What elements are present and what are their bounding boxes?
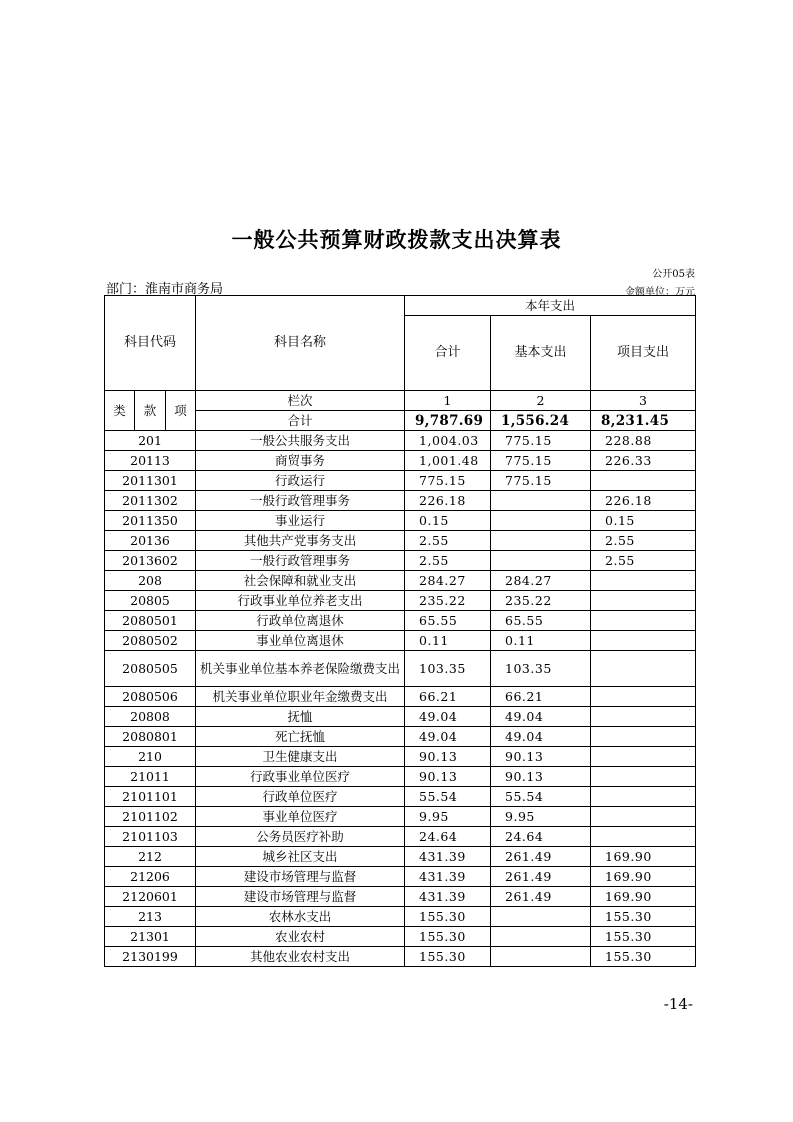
table-row — [105, 571, 696, 591]
row-total: 0.15 — [405, 511, 491, 531]
row-basic: 235.22 — [491, 591, 591, 611]
row-code: 2101101 — [105, 787, 196, 807]
header-row-seq: 栏次 — [196, 391, 405, 411]
table-row — [105, 947, 696, 967]
header-name: 科目名称 — [196, 296, 405, 391]
header-kuan: 款 — [135, 391, 166, 431]
table-row — [105, 531, 696, 551]
row-project: 2.55 — [591, 551, 696, 571]
row-basic — [491, 927, 591, 947]
table-row — [105, 631, 696, 651]
table-row — [105, 807, 696, 827]
row-project — [591, 651, 696, 687]
row-total: 2.55 — [405, 551, 491, 571]
row-total: 235.22 — [405, 591, 491, 611]
row-project — [591, 687, 696, 707]
row-name: 事业运行 — [196, 511, 405, 531]
row-project: 169.90 — [591, 867, 696, 887]
table-row — [105, 707, 696, 727]
table-row — [105, 847, 696, 867]
header-code: 科目代码 — [105, 296, 196, 391]
row-total: 9.95 — [405, 807, 491, 827]
row-code: 20808 — [105, 707, 196, 727]
row-total: 155.30 — [405, 947, 491, 967]
row-total: 65.55 — [405, 611, 491, 631]
row-name: 一般公共服务支出 — [196, 431, 405, 451]
row-name: 社会保障和就业支出 — [196, 571, 405, 591]
row-project — [591, 787, 696, 807]
total-label: 合计 — [196, 411, 405, 431]
row-code: 21301 — [105, 927, 196, 947]
row-total: 49.04 — [405, 727, 491, 747]
row-code: 2011302 — [105, 491, 196, 511]
row-project — [591, 631, 696, 651]
row-project: 2.55 — [591, 531, 696, 551]
row-total: 90.13 — [405, 747, 491, 767]
table-row — [105, 491, 696, 511]
row-code: 2101103 — [105, 827, 196, 847]
expenditure-table — [104, 295, 696, 967]
row-code: 2130199 — [105, 947, 196, 967]
table-row — [105, 591, 696, 611]
row-code: 2080801 — [105, 727, 196, 747]
row-project — [591, 611, 696, 631]
row-name: 死亡抚恤 — [196, 727, 405, 747]
row-name: 一般行政管理事务 — [196, 551, 405, 571]
row-total: 431.39 — [405, 867, 491, 887]
row-name: 建设市场管理与监督 — [196, 887, 405, 907]
table-row — [105, 867, 696, 887]
row-basic: 90.13 — [491, 767, 591, 787]
table-row — [105, 727, 696, 747]
header-col-total: 合计 — [405, 316, 491, 391]
row-total: 431.39 — [405, 887, 491, 907]
row-total: 284.27 — [405, 571, 491, 591]
row-name: 建设市场管理与监督 — [196, 867, 405, 887]
row-total: 1,004.03 — [405, 431, 491, 451]
row-name: 抚恤 — [196, 707, 405, 727]
row-code: 21206 — [105, 867, 196, 887]
row-name: 事业单位医疗 — [196, 807, 405, 827]
row-code: 201 — [105, 431, 196, 451]
row-basic — [491, 491, 591, 511]
row-basic — [491, 531, 591, 551]
row-basic — [491, 947, 591, 967]
row-project: 169.90 — [591, 887, 696, 907]
row-project: 155.30 — [591, 927, 696, 947]
total-basic: 1,556.24 — [491, 411, 591, 431]
row-project — [591, 767, 696, 787]
table-row — [105, 651, 696, 687]
table-row — [105, 451, 696, 471]
row-code: 2101102 — [105, 807, 196, 827]
row-basic: 775.15 — [491, 451, 591, 471]
row-basic: 65.55 — [491, 611, 591, 631]
row-code: 210 — [105, 747, 196, 767]
row-code: 208 — [105, 571, 196, 591]
row-code: 20805 — [105, 591, 196, 611]
row-project: 155.30 — [591, 947, 696, 967]
row-project: 226.33 — [591, 451, 696, 471]
row-code: 2080502 — [105, 631, 196, 651]
row-project: 228.88 — [591, 431, 696, 451]
row-name: 农林水支出 — [196, 907, 405, 927]
row-code: 2011301 — [105, 471, 196, 491]
table-row — [105, 431, 696, 451]
total-project: 8,231.45 — [591, 411, 696, 431]
row-project — [591, 807, 696, 827]
row-name: 行政事业单位医疗 — [196, 767, 405, 787]
row-basic: 775.15 — [491, 471, 591, 491]
row-basic: 90.13 — [491, 747, 591, 767]
row-basic: 0.11 — [491, 631, 591, 651]
row-basic — [491, 907, 591, 927]
page-title: 一般公共预算财政拨款支出决算表 — [231, 228, 562, 252]
row-code: 2011350 — [105, 511, 196, 531]
row-name: 机关事业单位基本养老保险缴费支出 — [196, 651, 405, 687]
row-name: 事业单位离退休 — [196, 631, 405, 651]
table-row — [105, 767, 696, 787]
row-basic: 103.35 — [491, 651, 591, 687]
row-name: 农业农村 — [196, 927, 405, 947]
row-total: 66.21 — [405, 687, 491, 707]
row-name: 机关事业单位职业年金缴费支出 — [196, 687, 405, 707]
table-row — [105, 907, 696, 927]
row-code: 20136 — [105, 531, 196, 551]
row-total: 155.30 — [405, 927, 491, 947]
row-project — [591, 571, 696, 591]
row-project: 155.30 — [591, 907, 696, 927]
header-current-year: 本年支出 — [405, 296, 696, 316]
row-basic: 24.64 — [491, 827, 591, 847]
row-basic: 261.49 — [491, 847, 591, 867]
table-row — [105, 511, 696, 531]
row-total: 24.64 — [405, 827, 491, 847]
table-row — [105, 887, 696, 907]
row-project — [591, 727, 696, 747]
row-total: 0.11 — [405, 631, 491, 651]
row-name: 一般行政管理事务 — [196, 491, 405, 511]
table-row — [105, 787, 696, 807]
row-code: 21011 — [105, 767, 196, 787]
row-total: 2.55 — [405, 531, 491, 551]
row-total: 226.18 — [405, 491, 491, 511]
row-project — [591, 591, 696, 611]
row-name: 公务员医疗补助 — [196, 827, 405, 847]
row-basic: 775.15 — [491, 431, 591, 451]
seq-2: 2 — [491, 391, 591, 411]
row-name: 其他农业农村支出 — [196, 947, 405, 967]
row-code: 2080501 — [105, 611, 196, 631]
row-code: 20113 — [105, 451, 196, 471]
row-basic: 49.04 — [491, 707, 591, 727]
row-code: 2080505 — [105, 651, 196, 687]
table-row — [105, 927, 696, 947]
row-project — [591, 827, 696, 847]
row-total: 55.54 — [405, 787, 491, 807]
row-basic: 49.04 — [491, 727, 591, 747]
row-total: 90.13 — [405, 767, 491, 787]
row-name: 行政运行 — [196, 471, 405, 491]
seq-3: 3 — [591, 391, 696, 411]
row-project — [591, 747, 696, 767]
page-number: -14- — [663, 995, 693, 1013]
row-name: 城乡社区支出 — [196, 847, 405, 867]
table-row — [105, 551, 696, 571]
row-code: 213 — [105, 907, 196, 927]
row-basic — [491, 551, 591, 571]
row-code: 2120601 — [105, 887, 196, 907]
row-project: 169.90 — [591, 847, 696, 867]
row-basic — [491, 511, 591, 531]
row-project — [591, 707, 696, 727]
table-row — [105, 611, 696, 631]
row-basic: 261.49 — [491, 867, 591, 887]
header-col-project: 项目支出 — [591, 316, 696, 391]
row-basic: 9.95 — [491, 807, 591, 827]
row-total: 49.04 — [405, 707, 491, 727]
form-number: 公开05表 — [652, 269, 695, 280]
department-label: 部门：淮南市商务局 — [106, 282, 224, 297]
row-project — [591, 471, 696, 491]
row-code: 2080506 — [105, 687, 196, 707]
row-total: 775.15 — [405, 471, 491, 491]
row-name: 行政单位离退休 — [196, 611, 405, 631]
row-total: 431.39 — [405, 847, 491, 867]
table-row — [105, 827, 696, 847]
header-col-basic: 基本支出 — [491, 316, 591, 391]
row-name: 商贸事务 — [196, 451, 405, 471]
row-project: 0.15 — [591, 511, 696, 531]
row-basic: 284.27 — [491, 571, 591, 591]
row-total: 155.30 — [405, 907, 491, 927]
row-name: 行政单位医疗 — [196, 787, 405, 807]
table-row — [105, 471, 696, 491]
row-name: 其他共产党事务支出 — [196, 531, 405, 551]
row-basic: 261.49 — [491, 887, 591, 907]
row-basic: 66.21 — [491, 687, 591, 707]
row-name: 行政事业单位养老支出 — [196, 591, 405, 611]
table-row — [105, 687, 696, 707]
amount-unit-label: 金额单位：万元 — [625, 287, 695, 298]
header-lei: 类 — [105, 391, 135, 431]
row-basic: 55.54 — [491, 787, 591, 807]
row-project: 226.18 — [591, 491, 696, 511]
seq-1: 1 — [405, 391, 491, 411]
row-code: 2013602 — [105, 551, 196, 571]
row-total: 103.35 — [405, 651, 491, 687]
row-total: 1,001.48 — [405, 451, 491, 471]
row-name: 卫生健康支出 — [196, 747, 405, 767]
table-row — [105, 747, 696, 767]
header-xiang: 项 — [166, 391, 196, 431]
total-amount: 9,787.69 — [405, 411, 491, 431]
row-code: 212 — [105, 847, 196, 867]
